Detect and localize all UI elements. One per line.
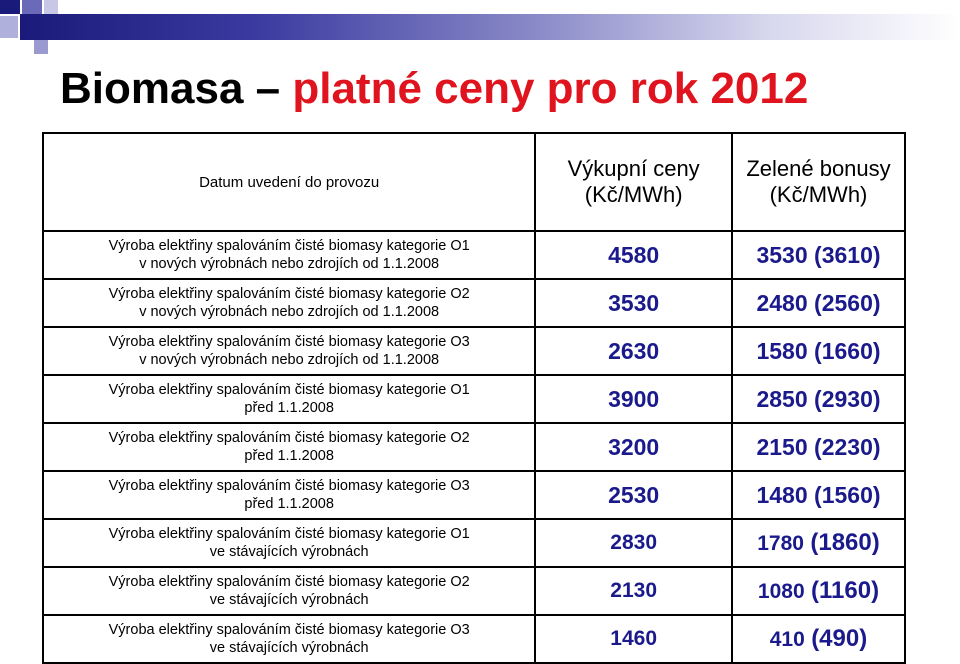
table-row [43, 423, 905, 471]
row-description: Výroba elektřiny spalováním čisté biomasy kategorie O2 před 1.1.2008 [43, 423, 535, 471]
header-gradient-bar [20, 14, 960, 40]
page-title [60, 64, 808, 114]
table-header-row [43, 133, 905, 231]
decor-square-light [44, 0, 58, 14]
row-price: 2530 [535, 471, 732, 519]
table-row [43, 471, 905, 519]
row-bonus: 410 (490) [732, 615, 905, 663]
table-row [43, 327, 905, 375]
header-description: Datum uvedení do provozu [43, 133, 535, 231]
row-price: 2630 [535, 327, 732, 375]
row-description: Výroba elektřiny spalováním čisté biomasy kategorie O1 před 1.1.2008 [43, 375, 535, 423]
row-price: 2130 [535, 567, 732, 615]
title-part-black: Biomasa – [60, 64, 293, 113]
row-price: 4580 [535, 231, 732, 279]
row-price: 2830 [535, 519, 732, 567]
row-price: 3900 [535, 375, 732, 423]
price-table [42, 132, 906, 664]
row-description: Výroba elektřiny spalováním čisté biomasy kategorie O3 v nových výrobnách nebo zdrojích od 1.1.2008 [43, 327, 535, 375]
row-description: Výroba elektřiny spalováním čisté biomasy kategorie O1 ve stávajících výrobnách [43, 519, 535, 567]
table-body [43, 231, 905, 519]
table-row [43, 231, 905, 279]
row-price: 3530 [535, 279, 732, 327]
row-bonus: 2480 (2560) [732, 279, 905, 327]
row-description: Výroba elektřiny spalováním čisté biomasy kategorie O1 v nových výrobnách nebo zdrojích od 1.1.2008 [43, 231, 535, 279]
table-row [43, 279, 905, 327]
header-price: Výkupní ceny (Kč/MWh) [535, 133, 732, 231]
row-description: Výroba elektřiny spalováním čisté biomasy kategorie O3 ve stávajících výrobnách [43, 615, 535, 663]
header-bonus: Zelené bonusy (Kč/MWh) [732, 133, 905, 231]
row-price: 3200 [535, 423, 732, 471]
decor-square-mid [22, 0, 42, 14]
decor-square-left [0, 16, 18, 38]
table-row [43, 519, 905, 567]
row-bonus: 2150 (2230) [732, 423, 905, 471]
row-bonus: 3530 (3610) [732, 231, 905, 279]
row-bonus: 2850 (2930) [732, 375, 905, 423]
row-bonus: 1480 (1560) [732, 471, 905, 519]
row-price: 1460 [535, 615, 732, 663]
table-row [43, 375, 905, 423]
row-bonus: 1780 (1860) [732, 519, 905, 567]
row-description: Výroba elektřiny spalováním čisté biomasy kategorie O2 ve stávajících výrobnách [43, 567, 535, 615]
title-part-red: platné ceny pro rok 2012 [292, 64, 809, 113]
table-row [43, 615, 905, 663]
table-row [43, 567, 905, 615]
decor-square-dark [0, 0, 20, 14]
row-bonus: 1580 (1660) [732, 327, 905, 375]
table-body-existing [43, 519, 905, 663]
row-description: Výroba elektřiny spalováním čisté biomasy kategorie O2 v nových výrobnách nebo zdrojích od 1.1.2008 [43, 279, 535, 327]
row-description: Výroba elektřiny spalováním čisté biomasy kategorie O3 před 1.1.2008 [43, 471, 535, 519]
decor-square-small [34, 40, 48, 54]
row-bonus: 1080 (1160) [732, 567, 905, 615]
